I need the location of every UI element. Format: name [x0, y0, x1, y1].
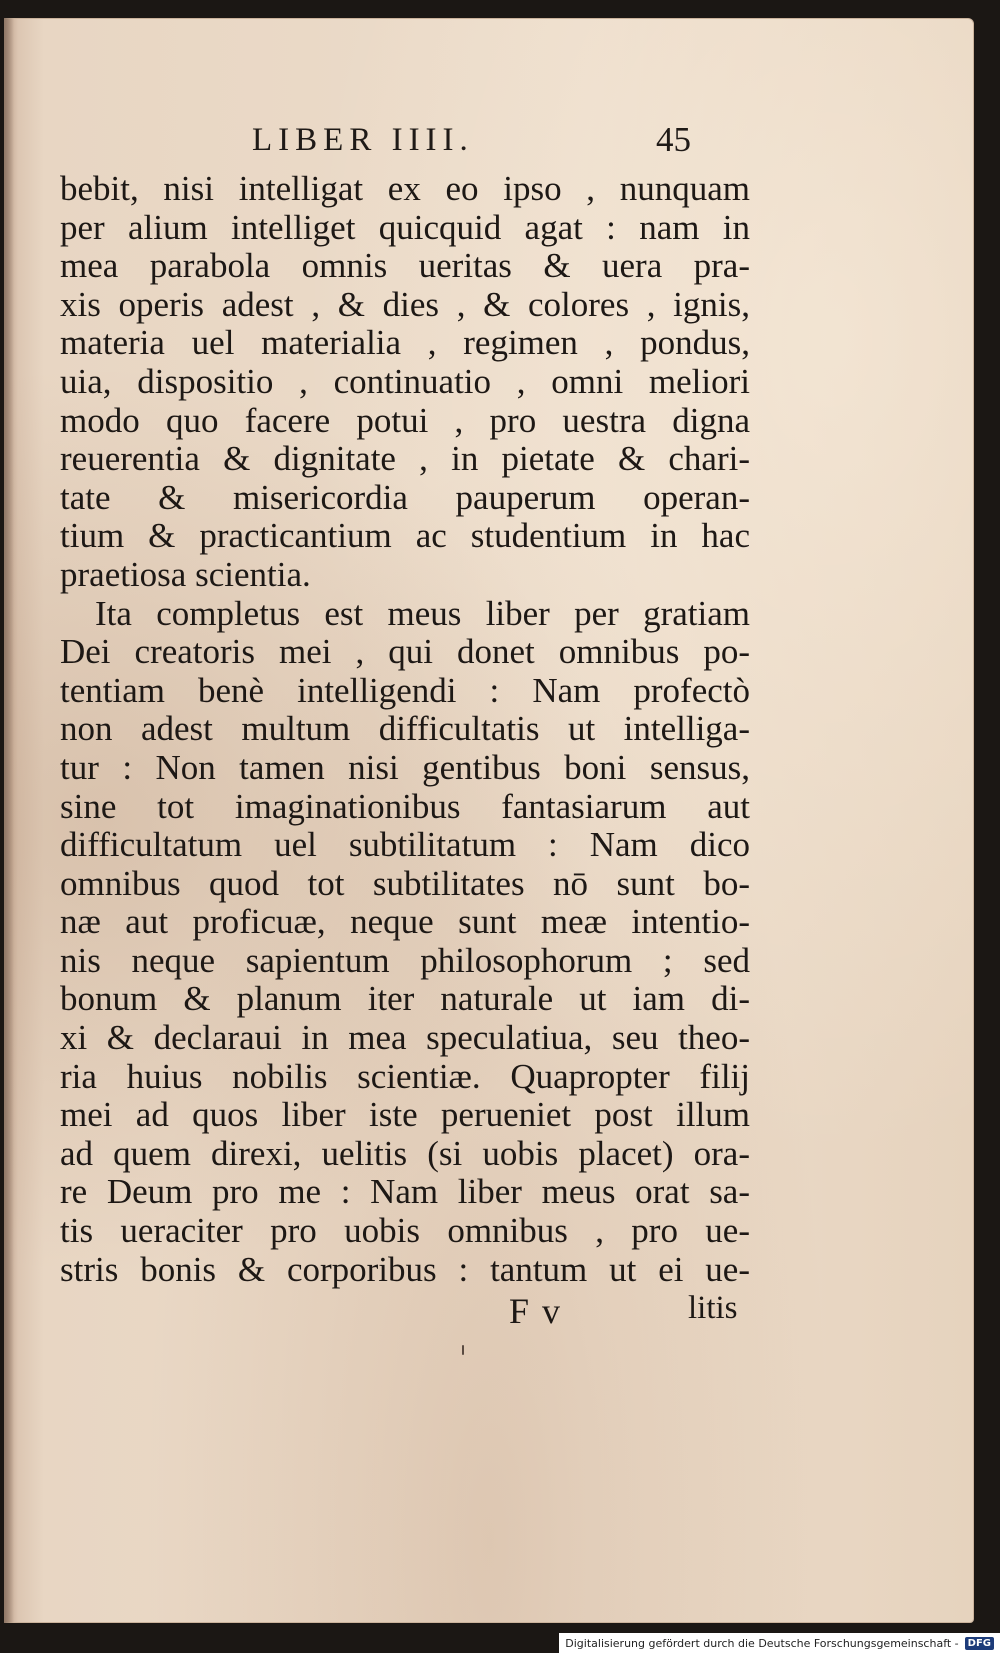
text-line: Dei creatoris mei , qui donet omnibus po-	[60, 632, 750, 672]
text-line: stris bonis & corporibus : tantum ut ei ue-	[60, 1249, 750, 1289]
text-line: tentiam benè intelligendi : Nam profectò	[60, 670, 750, 710]
text-line: praetiosa scientia.	[60, 554, 311, 594]
text-line: bonum & planum iter naturale ut iam di-	[60, 979, 750, 1019]
text-line: tur : Non tamen nisi gentibus boni sensus,	[60, 747, 750, 787]
text-line: modo quo facere potui , pro uestra digna	[60, 400, 750, 440]
text-line: reuerentia & dignitate , in pietate & chari-	[60, 439, 750, 479]
dfg-logo: DFG	[965, 1637, 994, 1650]
text-line: tate & misericordia pauperum operan-	[60, 477, 750, 517]
text-line: ad quem direxi, uelitis (si uobis placet) ora-	[60, 1133, 750, 1173]
text-line: tis ueraciter pro uobis omnibus , pro ue-	[60, 1211, 750, 1251]
text-line: omnibus quod tot subtilitates nō sunt bo-	[60, 863, 750, 903]
text-line: per alium intelliget quicquid agat : nam in	[60, 207, 750, 247]
text-line: xi & declaraui in mea speculatiua, seu theo-	[60, 1018, 750, 1058]
body-text	[60, 170, 760, 1289]
text-line: mea parabola omnis ueritas & uera pra-	[60, 246, 750, 286]
text-line: bebit, nisi intelligat ex eo ipso , nunquam	[60, 169, 750, 208]
text-line: næ aut proficuæ, neque sunt meæ intentio-	[60, 902, 750, 942]
text-line: ria huius nobilis scientiæ. Quapropter filij	[60, 1056, 750, 1096]
book-page	[4, 18, 974, 1623]
page-number: 45	[656, 120, 691, 159]
text-line: mei ad quos liber iste perueniet post illum	[60, 1095, 750, 1135]
funding-credit: Digitalisierung gefördert durch die Deutsche Forschungsgemeinschaft -	[565, 1636, 959, 1650]
text-line: re Deum pro me : Nam liber meus orat sa-	[60, 1172, 750, 1212]
text-line: tium & practicantium ac studentium in hac	[60, 516, 750, 556]
text-line: sine tot imaginationibus fantasiarum aut	[60, 786, 750, 826]
text-line: xis operis adest , & dies , & colores , ignis,	[60, 284, 750, 324]
text-line: non adest multum difficultatis ut intelliga-	[60, 709, 750, 749]
signature-mark: F v	[509, 1291, 563, 1331]
digitization-footer	[559, 1633, 1000, 1653]
catchword: litis	[688, 1290, 738, 1326]
running-head: LIBER IIII.	[252, 122, 474, 158]
text-line: Ita completus est meus liber per gratiam	[95, 593, 750, 633]
text-line: materia uel materialia , regimen , pondus,	[60, 323, 750, 363]
paper-speck	[462, 1345, 464, 1355]
text-line: uia, dispositio , continuatio , omni meliori	[60, 361, 750, 401]
text-line: nis neque sapientum philosophorum ; sed	[60, 940, 750, 980]
page-gutter-shadow	[4, 18, 14, 1623]
text-line: difficultatum uel subtilitatum : Nam dico	[60, 825, 750, 865]
